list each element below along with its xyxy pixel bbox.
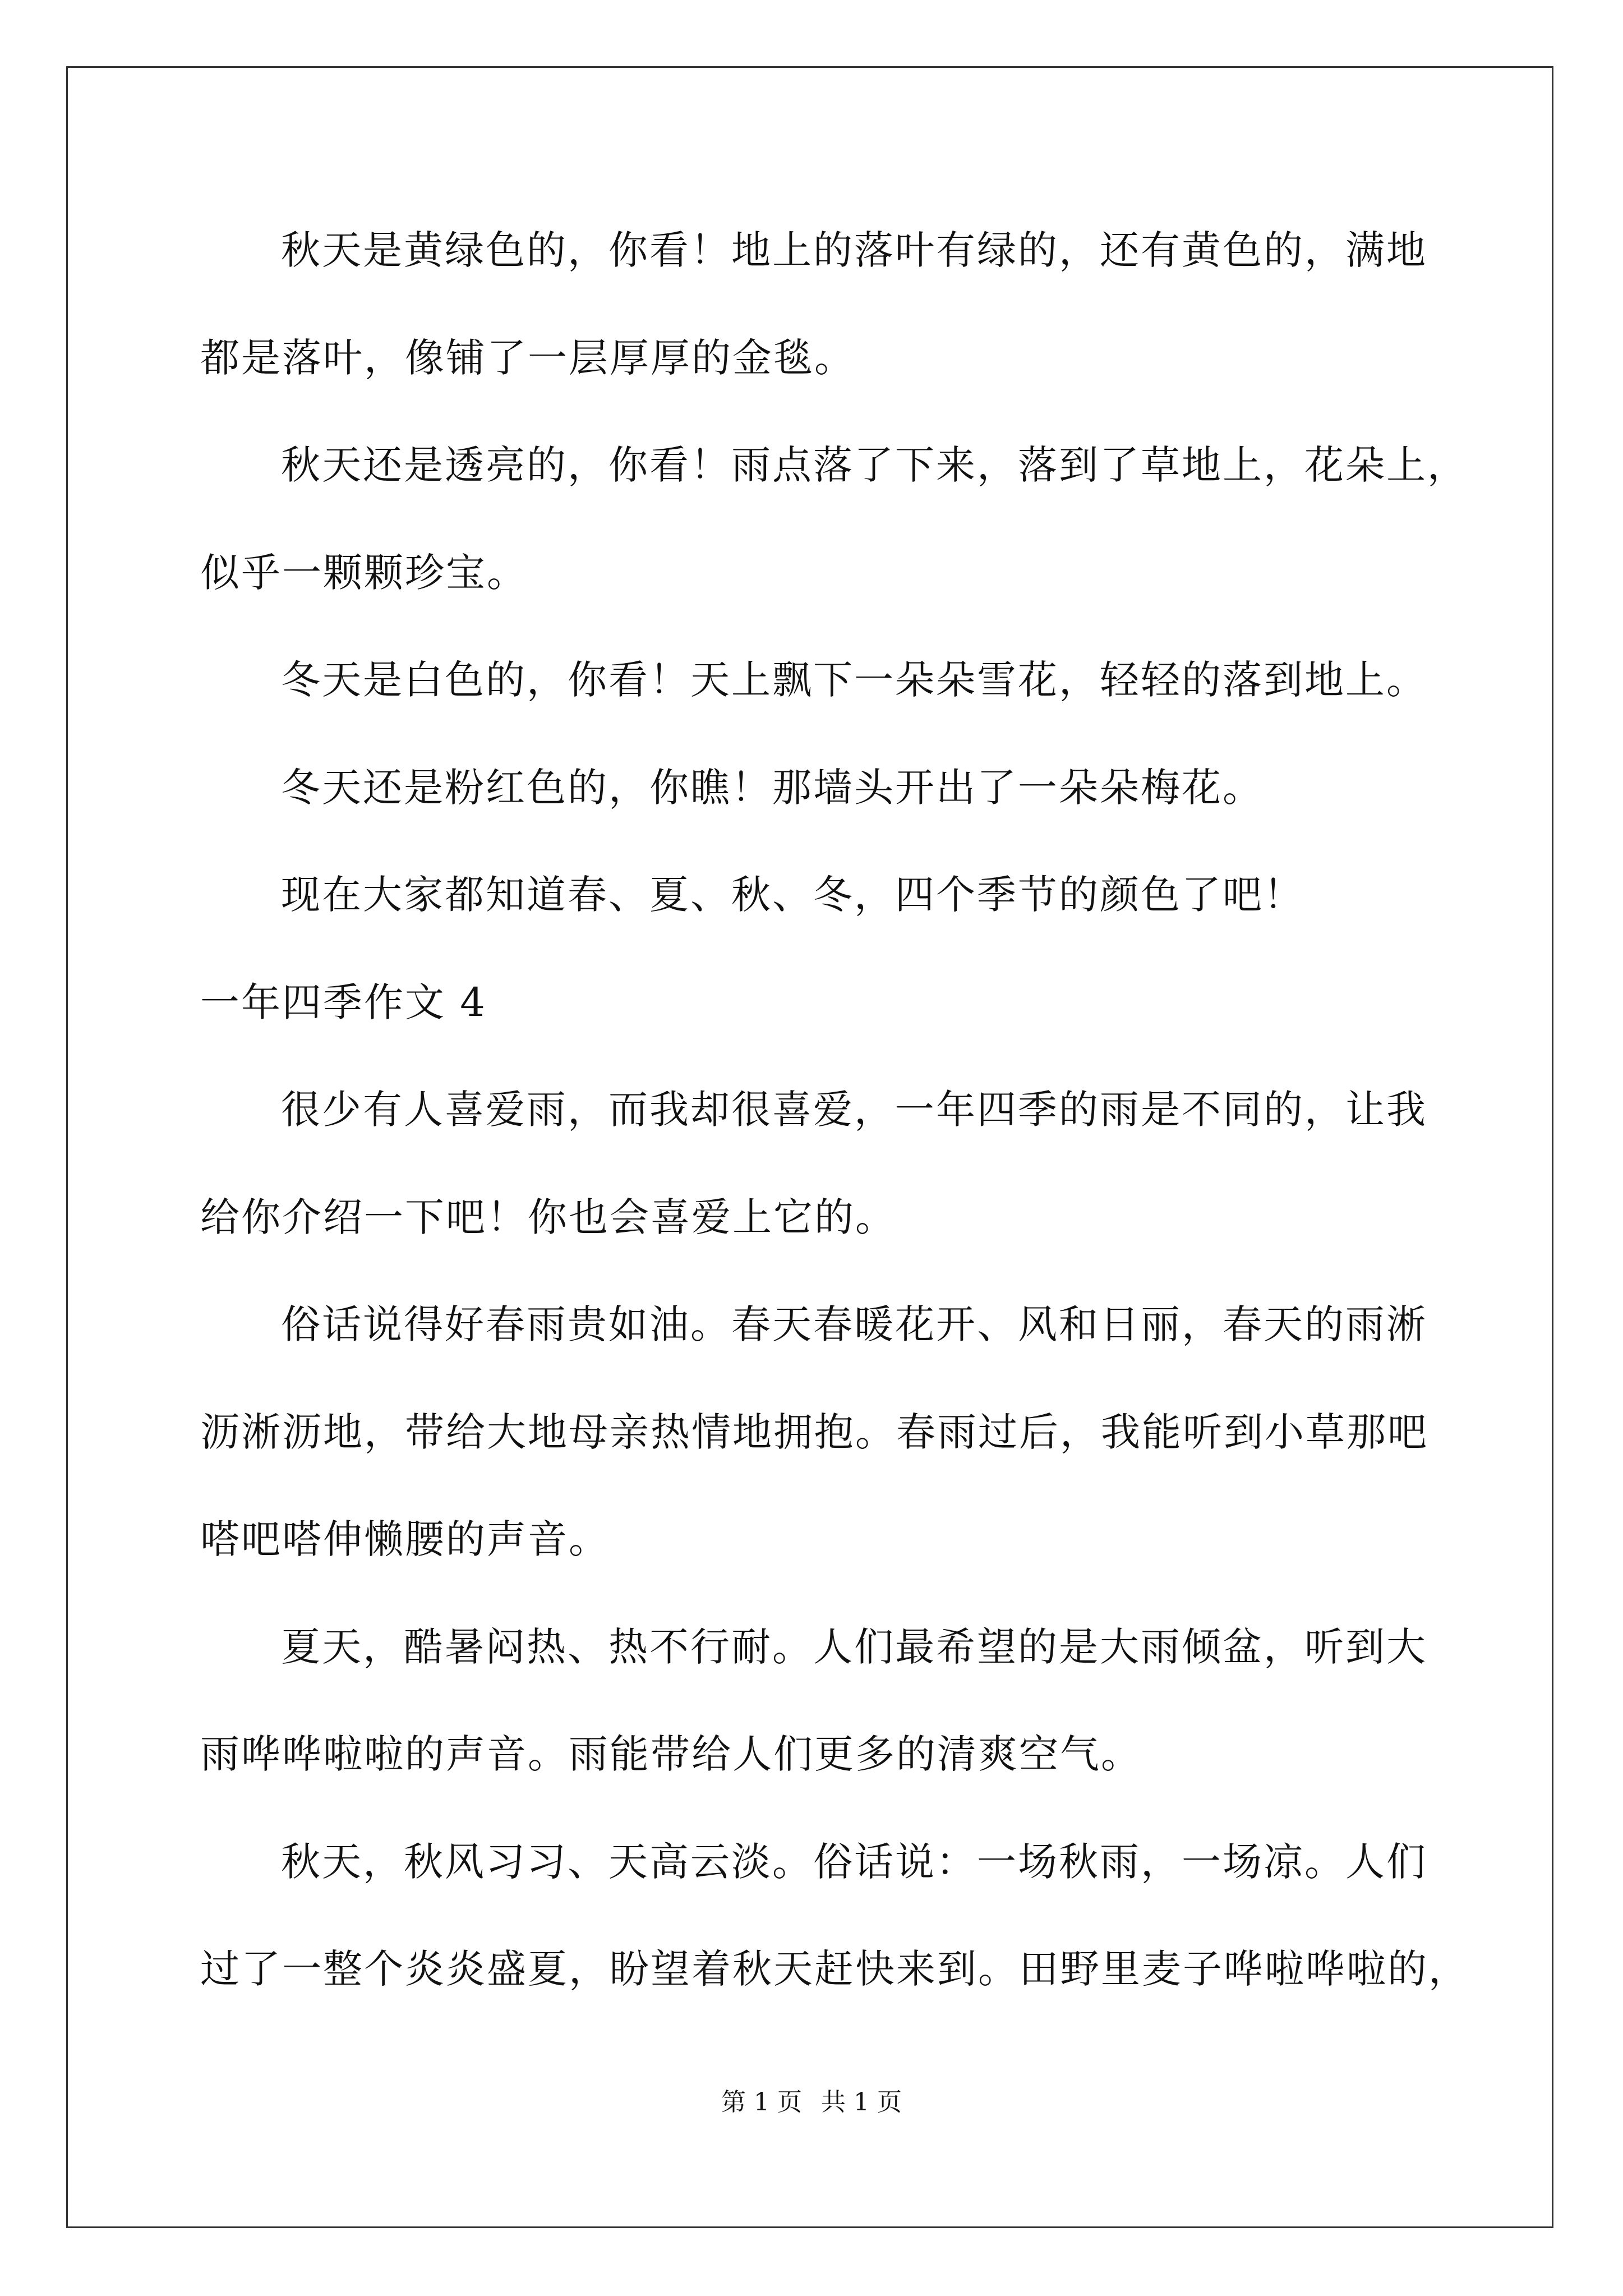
text-line: 秋天还是透亮的，你看！雨点落了下来，落到了草地上，花朵上， xyxy=(281,442,1468,488)
text-line: 夏天，酷暑闷热、热不行耐。人们最希望的是大雨倾盆，听到大 xyxy=(281,1624,1427,1670)
page-border xyxy=(66,66,1553,2228)
page-total: 共 1 页 xyxy=(821,2088,902,2116)
text-line: 俗话说得好春雨贵如油。春天春暖花开、风和日丽，春天的雨淅 xyxy=(281,1301,1427,1347)
text-line: 冬天还是粉红色的，你瞧！那墙头开出了一朵朵梅花。 xyxy=(281,765,1264,811)
text-line: 似乎一颗颗珍宝。 xyxy=(200,550,528,596)
text-line: 很少有人喜爱雨，而我却很喜爱，一年四季的雨是不同的，让我 xyxy=(281,1087,1427,1133)
text-line: 嗒吧嗒伸懒腰的声音。 xyxy=(200,1516,610,1562)
text-line: 雨哗哗啦啦的声音。雨能带给人们更多的清爽空气。 xyxy=(200,1731,1142,1777)
text-line: 现在大家都知道春、夏、秋、冬，四个季节的颜色了吧！ xyxy=(281,872,1304,918)
text-line: 秋天，秋风习习、天高云淡。俗话说：一场秋雨，一场凉。人们 xyxy=(281,1839,1427,1885)
text-line: 都是落叶，像铺了一层厚厚的金毯。 xyxy=(200,335,855,381)
text-line: 沥淅沥地，带给大地母亲热情地拥抱。春雨过后，我能听到小草那吧 xyxy=(200,1409,1428,1455)
page-footer xyxy=(0,2086,1623,2119)
text-line: 过了一整个炎炎盛夏，盼望着秋天赶快来到。田野里麦子哗啦哗啦的， xyxy=(200,1946,1469,1992)
text-line: 冬天是白色的，你看！天上飘下一朵朵雪花，轻轻的落到地上。 xyxy=(281,657,1427,703)
text-line: 秋天是黄绿色的，你看！地上的落叶有绿的，还有黄色的，满地 xyxy=(281,227,1427,273)
page-number: 第 1 页 xyxy=(721,2088,802,2116)
text-line: 给你介绍一下吧！你也会喜爱上它的。 xyxy=(200,1194,896,1240)
section-heading: 一年四季作文 4 xyxy=(200,979,487,1025)
